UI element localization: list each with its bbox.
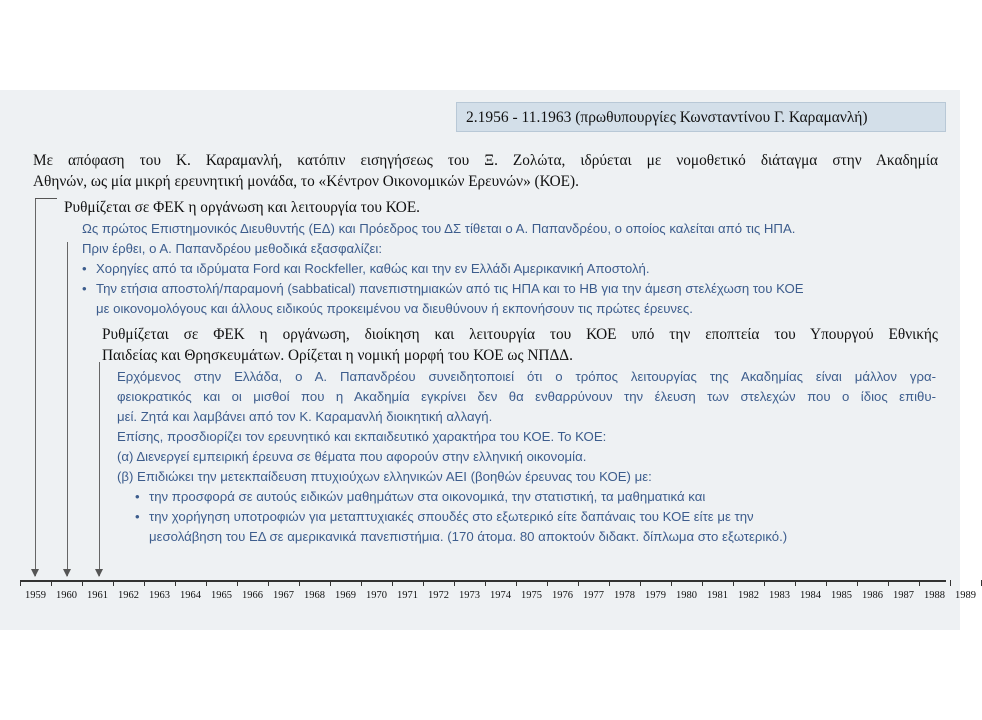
timeline-year-1967: 1967 [273, 590, 294, 601]
timeline-year-1984: 1984 [800, 590, 821, 601]
timeline-year-1980: 1980 [676, 590, 697, 601]
timeline-axis [20, 580, 946, 582]
block1-bullet-1-text: Χορηγίες από τα ιδρύματα Ford και Rockfeller, καθώς και την εν Ελλάδι Αμερικανική Αποστολή. [96, 261, 650, 276]
timeline-tick [330, 580, 331, 586]
timeline-year-1970: 1970 [366, 590, 387, 601]
timeline-tick [51, 580, 52, 586]
block2-sub-2-cont: μεσολάβηση του ΕΔ σε αμερικανικά πανεπιστήμια. (170 άτομα. 80 αποκτούν διδακτ. δίπλωμα στο εξωτερικό.) [149, 529, 788, 544]
timeline-tick [888, 580, 889, 586]
bullet-icon: • [82, 281, 87, 296]
timeline-year-1976: 1976 [552, 590, 573, 601]
timeline-tick [485, 580, 486, 586]
timeline-year-1974: 1974 [490, 590, 511, 601]
timeline-tick [175, 580, 176, 586]
timeline-year-1986: 1986 [862, 590, 883, 601]
timeline-year-1961: 1961 [87, 590, 108, 601]
timeline-tick [826, 580, 827, 586]
timeline-tick [268, 580, 269, 586]
timeline-year-1963: 1963 [149, 590, 170, 601]
timeline-tick [237, 580, 238, 586]
intro-line-1: Με απόφαση του Κ. Καραμανλή, κατόπιν εισηγήσεως του Ξ. Ζολώτα, ιδρύεται με νομοθετικό διάταγμα στην Ακαδημία [33, 152, 938, 169]
timeline-year-1959: 1959 [25, 590, 46, 601]
bullet-icon: • [135, 489, 140, 504]
block2-p1-line-1: Ερχόμενος στην Ελλάδα, ο Α. Παπανδρέου συνειδητοποιεί ότι ο τρόπος λειτουργίας της Ακαδημίας είναι μάλλον γρα- [117, 369, 936, 384]
timeline-tick [578, 580, 579, 586]
block2-heading-line-2: Παιδείας και Θρησκευμάτων. Ορίζεται η νομική μορφή του ΚΟΕ ως ΝΠΔΔ. [102, 347, 573, 364]
block2-sub-2 [117, 507, 936, 527]
intro-line-2: Αθηνών, ως μία μικρή ερευνητική μονάδα, το «Κέντρον Οικονομικών Ερευνών» (ΚΟΕ). [33, 173, 579, 190]
timeline-tick [795, 580, 796, 586]
period-title: 2.1956 - 11.1963 (πρωθυπουργίες Κωνσταντίνου Γ. Καραμανλή) [456, 102, 946, 132]
block-1961 [102, 324, 938, 547]
timeline-year-1987: 1987 [893, 590, 914, 601]
timeline-year-1966: 1966 [242, 590, 263, 601]
timeline-tick [454, 580, 455, 586]
timeline-year-1982: 1982 [738, 590, 759, 601]
block2-p1-line-2: φειοκρατικός και οι μισθοί που η Ακαδημία εγκρίνει δεν θα ενθαρρύνουν την έλευση των στελεχών που ο ίδιος επιθυ- [117, 389, 936, 404]
block2-p1-line-3: μεί. Ζητά και λαμβάνει από τον Κ. Καραμανλή διοικητική αλλαγή. [117, 409, 493, 424]
timeline-year-1960: 1960 [56, 590, 77, 601]
block1-bullet-2-text: Την ετήσια αποστολή/παραμονή (sabbatical) πανεπιστημιακών από τις ΗΠΑ και το ΗΒ για την άμεση στελέχωση του ΚΟΕ [96, 281, 804, 296]
timeline-year-1988: 1988 [924, 590, 945, 601]
arrow-1959 [35, 198, 36, 576]
timeline-year-1972: 1972 [428, 590, 449, 601]
timeline-tick [82, 580, 83, 586]
timeline-tick [144, 580, 145, 586]
timeline-year-1962: 1962 [118, 590, 139, 601]
timeline-tick [671, 580, 672, 586]
timeline-year-1985: 1985 [831, 590, 852, 601]
timeline-tick [609, 580, 610, 586]
timeline-tick [361, 580, 362, 586]
block1-bullet-2 [82, 279, 944, 299]
timeline-tick [919, 580, 920, 586]
block1-heading: Ρυθμίζεται σε ΦΕΚ η οργάνωση και λειτουργία του ΚΟΕ. [64, 199, 421, 216]
timeline-year-1977: 1977 [583, 590, 604, 601]
timeline-year-1973: 1973 [459, 590, 480, 601]
timeline-tick [20, 580, 21, 586]
intro-paragraph [33, 150, 938, 192]
timeline-tick [702, 580, 703, 586]
block1-bullet-2-cont: με οικονομολόγους και άλλους ειδικούς προκειμένου να διευθύνουν ή εκπονήσουν τις πρώτες έρευνες. [96, 301, 693, 316]
timeline-year-1971: 1971 [397, 590, 418, 601]
block2-sub-1-text: την προσφορά σε αυτούς ειδικών μαθημάτων στα οικονομικά, την στατιστική, τα μαθηματικά και [149, 489, 706, 504]
connector-1959 [35, 198, 57, 199]
bullet-icon: • [82, 261, 87, 276]
timeline-year-1965: 1965 [211, 590, 232, 601]
timeline-year-1983: 1983 [769, 590, 790, 601]
block2-p2: Επίσης, προσδιορίζει τον ερευνητικό και εκπαιδευτικό χαρακτήρα του ΚΟΕ. Το ΚΟΕ: [117, 429, 607, 444]
connector-1961 [99, 362, 100, 372]
timeline-year-1981: 1981 [707, 590, 728, 601]
timeline-tick [423, 580, 424, 586]
slide [0, 90, 976, 630]
timeline-tick [764, 580, 765, 586]
timeline-tick [640, 580, 641, 586]
timeline-tick [113, 580, 114, 586]
timeline-tick [516, 580, 517, 586]
block-1959 [64, 198, 944, 319]
timeline-year-1968: 1968 [304, 590, 325, 601]
timeline-year-1964: 1964 [180, 590, 201, 601]
block2-item-b: (β) Επιδιώκει την μετεκπαίδευση πτυχιούχων ελληνικών ΑΕΙ (βοηθών έρευνας του ΚΟΕ) με: [117, 469, 652, 484]
block2-sub-1 [117, 487, 936, 507]
block2-heading [102, 324, 938, 366]
timeline-tick [733, 580, 734, 586]
block1-bullet-1 [82, 259, 944, 279]
timeline-tick [950, 580, 951, 586]
block2-item-a: (α) Διενεργεί εμπειρική έρευνα σε θέματα που αφορούν στην ελληνική οικονομία. [117, 449, 587, 464]
timeline-year-1979: 1979 [645, 590, 666, 601]
bullet-icon: • [135, 509, 140, 524]
block2-sub-2-text: την χορήγηση υποτροφιών για μεταπτυχιακές σπουδές στο εξωτερικό είτε δαπάναις του ΚΟΕ είτε με την [149, 509, 754, 524]
arrow-1961 [99, 372, 100, 576]
block2-body [117, 367, 936, 547]
timeline-tick [206, 580, 207, 586]
block1-line-2: Πριν έρθει, ο Α. Παπανδρέου μεθοδικά εξασφαλίζει: [82, 241, 382, 256]
timeline-tick [547, 580, 548, 586]
block1-body [82, 219, 944, 319]
timeline-tick [392, 580, 393, 586]
block2-heading-line-1: Ρυθμίζεται σε ΦΕΚ η οργάνωση, διοίκηση και λειτουργία του ΚΟΕ υπό την εποπτεία του Υπουργού Εθνικής [102, 326, 938, 343]
timeline-year-1989: 1989 [955, 590, 976, 601]
timeline-tick [857, 580, 858, 586]
timeline-year-1969: 1969 [335, 590, 356, 601]
timeline-tick [299, 580, 300, 586]
block1-line-1: Ως πρώτος Επιστημονικός Διευθυντής (ΕΔ) και Πρόεδρος του ΔΣ τίθεται ο Α. Παπανδρέου, ο οποίος καλείται από τις ΗΠΑ. [82, 221, 796, 236]
timeline-year-1975: 1975 [521, 590, 542, 601]
timeline-year-1978: 1978 [614, 590, 635, 601]
